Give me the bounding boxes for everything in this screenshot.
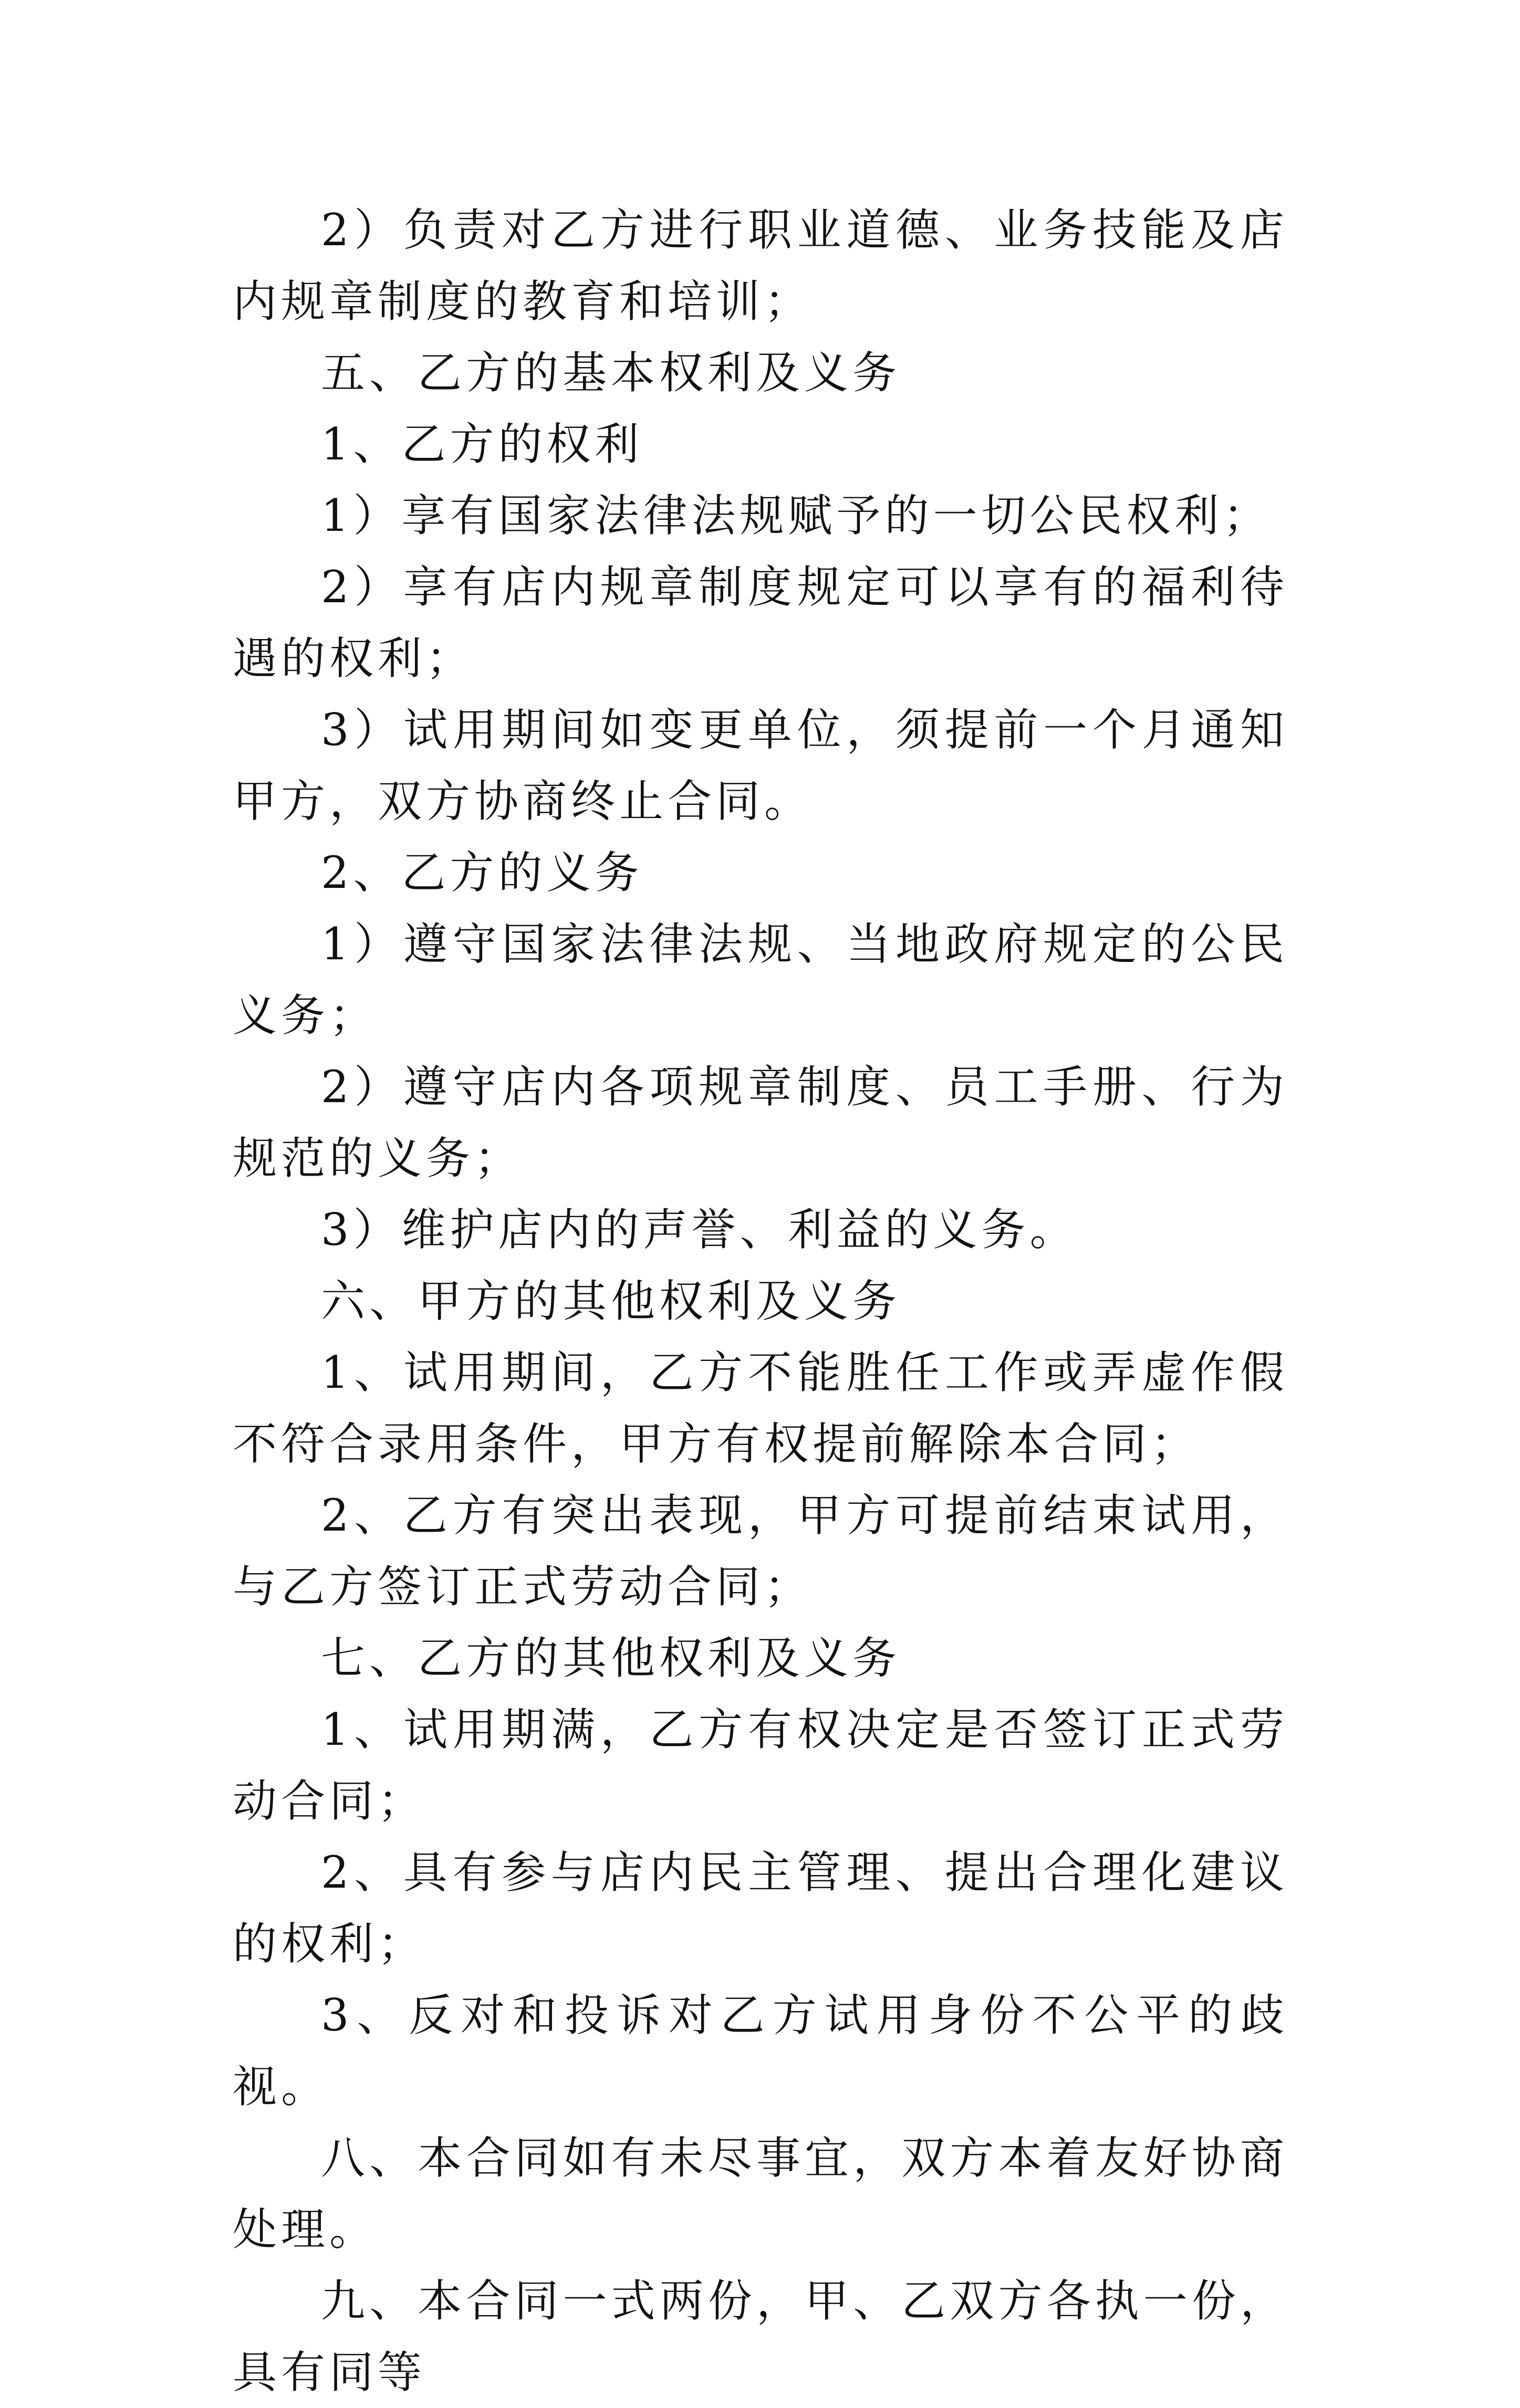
- subsection-heading: 1、乙方的权利: [321, 418, 643, 470]
- section-heading: 六、甲方的其他权利及义务: [321, 1275, 901, 1327]
- list-item: 3、反对和投诉对乙方试用身份不公平的歧视。: [233, 1990, 1288, 2112]
- list-item: 1、试用期间，乙方不能胜任工作或弄虚作假不符合录用条件，甲方有权提前解除本合同；: [233, 1347, 1288, 1470]
- list-item: 1、试用期满，乙方有权决定是否签订正式劳动合同；: [233, 1704, 1288, 1827]
- list-item: 3）维护店内的声誉、利益的义务。: [321, 1204, 1078, 1255]
- section-heading: 八、本合同如有未尽事宜，双方本着友好协商处理。: [233, 2132, 1288, 2255]
- section-heading: 九、本合同一式两份，甲、乙双方各执一份，具有同等: [233, 2275, 1288, 2398]
- section-heading: 五、乙方的基本权利及义务: [321, 347, 901, 399]
- list-item: 2、具有参与店内民主管理、提出合理化建议的权利；: [233, 1847, 1288, 1970]
- list-item: 1）遵守国家法律法规、当地政府规定的公民义务；: [233, 918, 1288, 1041]
- subsection-heading: 2、乙方的义务: [321, 847, 643, 898]
- paragraph: 2）负责对乙方进行职业道德、业务技能及店内规章制度的教育和培训；: [233, 204, 1288, 327]
- section-heading: 七、乙方的其他权利及义务: [321, 1632, 901, 1684]
- document-body: [233, 194, 1288, 2408]
- list-item: 1）享有国家法律法规赋予的一切公民权利；: [321, 490, 1272, 541]
- list-item: 2、乙方有突出表现，甲方可提前结束试用，与乙方签订正式劳动合同；: [233, 1490, 1288, 1613]
- list-item: 3）试用期间如变更单位，须提前一个月通知甲方，双方协商终止合同。: [233, 704, 1288, 827]
- list-item: 2）享有店内规章制度规定可以享有的福利待遇的权利；: [233, 561, 1288, 684]
- list-item: 2）遵守店内各项规章制度、员工手册、行为规范的义务；: [233, 1061, 1288, 1184]
